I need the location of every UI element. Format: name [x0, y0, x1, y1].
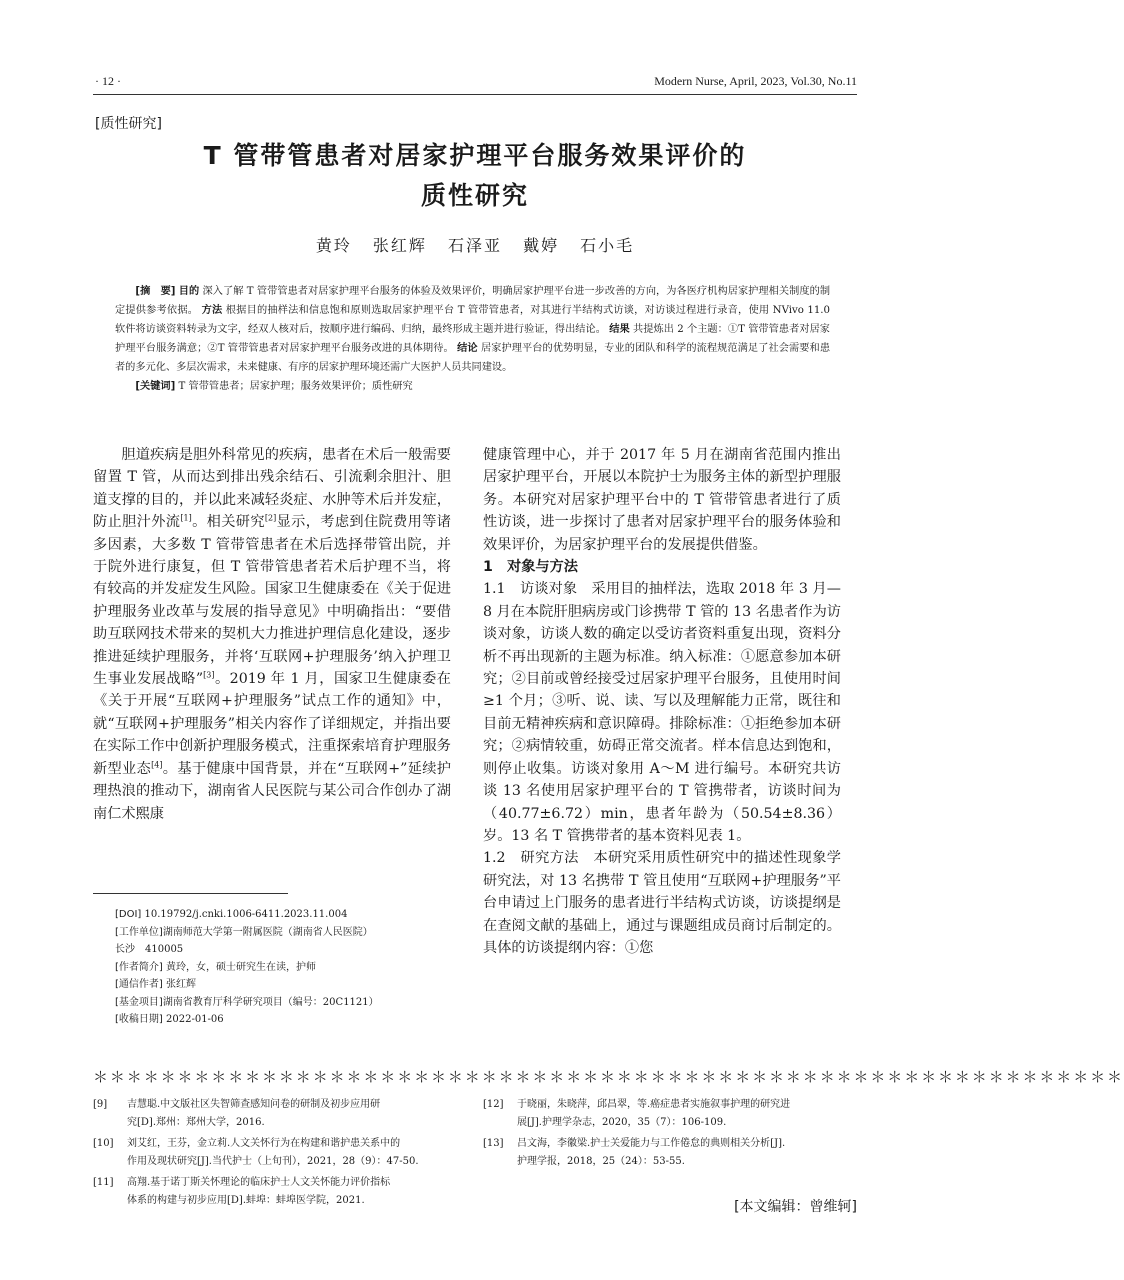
- abstract-conclusion: 居家护理平台的优势明显，专业的团队和科学的流程规范满足了社会需要和患者的多元化、多层次需求，未来健康、有序的居家护理环境还需广大医护人员共同建设。: [115, 343, 831, 373]
- citation-1: [1]: [180, 513, 192, 523]
- abstract-result: 共提炼出 2 个主题：①T 管带管患者对居家护理平台服务满意；②T 管带管患者对居家护理平台服务改进的具体期待。: [115, 324, 830, 354]
- citation-4: [4]: [151, 759, 163, 769]
- footnote-corresponding: [通信作者] 张红辉: [115, 979, 196, 990]
- footnote-doi: [DOI] 10.19792/j.cnki.1006-6411.2023.11.004: [115, 909, 348, 920]
- article-title-line2: 质性研究: [420, 181, 529, 210]
- references-right: [483, 1096, 848, 1170]
- header-rule: [93, 94, 857, 95]
- aim-label: 目的: [178, 286, 200, 297]
- reference-item: [9] 吉慧聪.中文版社区失智筛查感知问卷的研制及初步应用研 究[D].郑州：郑州大学，2016.: [93, 1099, 381, 1128]
- reference-item: [13] 吕文海，李徽梁.护士关爱能力与工作倦怠的典则相关分析[J]. 护理学报，2018，25（24）：53-55.: [483, 1138, 786, 1167]
- references-left: [93, 1096, 458, 1209]
- left-column: [93, 444, 451, 884]
- reference-item: [11] 高翔.基于诺丁斯关怀理论的临床护士人文关怀能力评价指标 体系的构建与初步应用[D].蚌埠：蚌埠医学院，2021.: [93, 1177, 391, 1206]
- abstract-label: [摘 要]: [135, 286, 176, 297]
- keywords: T 管带管患者；居家护理；服务效果评价；质性研究: [178, 381, 413, 392]
- reference-item: [10] 刘艾红，王芬，金立莉.人文关怀行为在构建和谐护患关系中的 作用及现状研究[J].当代护士（上旬刊），2021，28（9）：47-50.: [93, 1138, 419, 1167]
- abstract: [115, 282, 830, 396]
- star-separator: ＊＊＊＊＊＊＊＊＊＊＊＊＊＊＊＊＊＊＊＊＊＊＊＊＊＊＊＊＊＊＊＊＊＊＊＊＊＊＊＊＊＊＊＊＊＊＊＊＊＊＊＊＊＊＊＊＊＊＊＊＊: [93, 1068, 1124, 1086]
- editor-credit: [本文编辑：曾维轲]: [734, 1199, 857, 1215]
- abstract-aim: 深入了解 T 管带管患者对居家护理平台服务的体验及效果评价，明确居家护理平台进一步改善的方向，为各医疗机构居家护理相关制度的制定提供参考依据。: [115, 286, 831, 316]
- result-label: 结果: [609, 324, 630, 335]
- intro-continuation: 健康管理中心，并于 2017 年 5 月在湖南省范围内推出居家护理平台，开展以本院护士为服务主体的新型护理服务。本研究对居家护理平台中的 T 管带管患者进行了质性访谈，进一步探讨了患者对居家护理平台的服务体验和效果评价，为居家护理平台的发展提供借鉴。: [483, 447, 841, 553]
- subsection-1-2-label: 1.2 研究方法: [483, 850, 579, 867]
- footnote-rule: [93, 893, 288, 894]
- abstract-method: 根据目的抽样法和信息饱和原则选取居家护理平台 T 管带管患者，对其进行半结构式访谈，对访谈过程进行录音，使用 NVivo 11.0 软件将访谈资料转录为文字，经双人核对后，按顺序进行编码、归纳，最终形成主题并进行验证，得出结论。: [115, 305, 831, 335]
- section-tag: [质性研究]: [95, 116, 162, 132]
- section-heading-1: 1 对象与方法: [483, 559, 578, 576]
- footnote-funding: [基金项目]湖南省教育厅科学研究项目（编号：20C1121）: [115, 996, 379, 1008]
- article-title-line1: T 管带管患者对居家护理平台服务效果评价的: [203, 141, 747, 170]
- subsection-1-2: 1.2 研究方法 本研究采用质性研究中的描述性现象学研究法，对 13 名携带 T 管且使用“互联网+护理服务”平台申请过上门服务的患者进行半结构式访谈，访谈提纲是在查阅文献的基础上，通过与课题组成员商讨后制定的。具体的访谈提纲内容：①您: [483, 850, 841, 956]
- footnotes: [115, 906, 445, 1029]
- footnote-received: [收稿日期] 2022-01-06: [115, 1014, 224, 1025]
- reference-item: [12] 于晓丽，朱晓萍，邱昌翠，等.癌症患者实施叙事护理的研究进 展[J].护理学杂志，2020，35（7）：106-109.: [483, 1099, 791, 1128]
- journal-info: Modern Nurse, April, 2023, Vol.30, No.11: [654, 74, 857, 88]
- conclusion-label: 结论: [457, 343, 478, 354]
- footnote-author-bio: [作者简介] 黄玲，女，硕士研究生在读，护师: [115, 961, 316, 973]
- subsection-1-1: 1.1 访谈对象 采用目的抽样法，选取 2018 年 3 月—8 月在本院肝胆病房或门诊携带 T 管的 13 名患者作为访谈对象，访谈人数的确定以受访者资料重复出现，资料分析不再出现新的主题为标准。纳入标准：①愿意参加本研究；②目前或曾经接受过居家护理平台服务，且使用时间≥1 个月；③听、说、读、写以及理解能力正常，既往和目前无精神疾病和意识障碍。排除标准：①拒绝参加本研究；②病情较重，妨碍正常交流者。样本信息达到饱和，则停止收集。访谈对象用 A～M 进行编号。本研究共访谈 13 名使用居家护理平台的 T 管携带者，访谈时间为（40.77±6.72）min，患者年龄为（50.54±8.36）岁。13 名 T 管携带者的基本资料见表 1。: [483, 581, 841, 844]
- subsection-1-1-label: 1.1 访谈对象: [483, 581, 578, 598]
- footnote-affiliation: [工作单位]湖南师范大学第一附属医院（湖南省人民医院）: [115, 926, 373, 938]
- intro-paragraph: 胆道疾病是胆外科常见的疾病，患者在术后一般需要留置 T 管，从而达到排出残余结石、引流剩余胆汁、胆道支撑的目的，并以此来减轻炎症、水肿等术后并发症，防止胆汁外流[1]。相关研究[2]显示，考虑到住院费用等诸多因素，大多数 T 管带管患者在术后选择带管出院，并于院外进行康复，但 T 管带管患者若术后护理不当，将有较高的并发症发生风险。国家卫生健康委在《关于促进护理服务业改革与发展的指导意见》中明确指出：“要借助互联网技术带来的契机大力推进护理信息化建设，逐步推进延续护理服务，并将‘互联网+护理服务’纳入护理卫生事业发展战略”[3]。2019 年 1 月，国家卫生健康委在《关于开展“互联网+护理服务”试点工作的通知》中，就“互联网+护理服务”相关内容作了详细规定，并指出要在实际工作中创新护理服务模式，注重探索培育护理服务新型业态[4]。基于健康中国背景，并在“互联网+”延续护理热浪的推动下，湖南省人民医院与某公司合作创办了湖南仁术熙康: [93, 447, 451, 822]
- page-number: · 12 ·: [95, 74, 121, 88]
- footnote-affiliation-cont: 长沙 410005: [115, 944, 184, 955]
- keywords-label: [关键词]: [135, 381, 176, 392]
- right-column: [483, 444, 841, 1060]
- citation-3: [3]: [203, 670, 215, 680]
- authors: 黄玲 张红辉 石泽亚 戴婷 石小毛: [315, 236, 635, 255]
- method-label: 方法: [201, 305, 223, 316]
- citation-2: [2]: [264, 513, 277, 523]
